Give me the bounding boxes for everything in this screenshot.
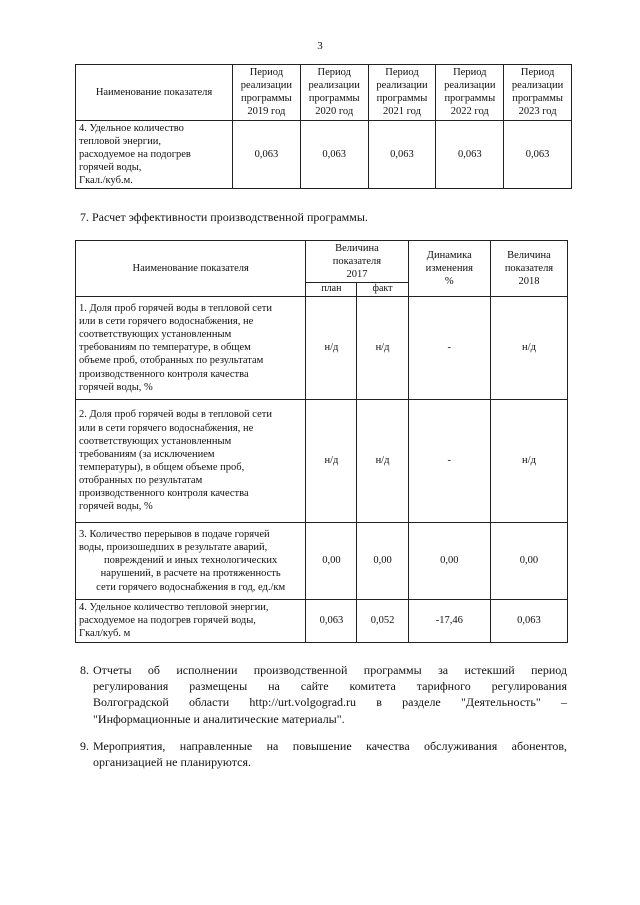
- value-cell-2021: 0,063: [368, 120, 436, 189]
- row-name-cell: 3. Количество перерывов в подаче горячей воды, произошедших в результате аварий, повреждений и иных технологических нарушений, в расчете на протяженность сети горячего водоснабжения в год, ед./км: [76, 522, 306, 599]
- fact-cell: н/д: [357, 399, 408, 522]
- row-name-cell: 1. Доля проб горячей воды в тепловой сети или в сети горячего водоснабжения, не соответствующих установленным требованиям по температуре, в общем объеме проб, отобранных по результатам производственного контроля качества горячей воды, %: [76, 296, 306, 399]
- fact-cell: 0,00: [357, 522, 408, 599]
- plan-cell: н/д: [306, 399, 357, 522]
- table-row: [76, 296, 568, 399]
- efficiency-table: [75, 240, 568, 643]
- value-cell-2022: 0,063: [436, 120, 504, 189]
- column-header-plan: план: [306, 283, 357, 297]
- row-name-cell: 4. Удельное количество тепловой энергии, расходуемое на подогрев горячей воды, Гкал/куб. м: [76, 599, 306, 642]
- column-header-fact: факт: [357, 283, 408, 297]
- column-header-2023: Период реализации программы 2023 год: [504, 65, 572, 121]
- value-cell-2019: 0,063: [233, 120, 301, 189]
- plan-cell: 0,00: [306, 522, 357, 599]
- table-row: [76, 120, 572, 189]
- value-2018-cell: н/д: [490, 399, 567, 522]
- dynamics-cell: -: [408, 296, 490, 399]
- plan-cell: н/д: [306, 296, 357, 399]
- row-name-cell: 2. Доля проб горячей воды в тепловой сети или в сети горячего водоснабжения, не соответствующих установленным требованиям (за исключением температуры), в общем объеме проб, отобранных по результатам производственного контроля качества горячей воды, %: [76, 399, 306, 522]
- section-7-heading: 7. Расчет эффективности производственной программы.: [80, 210, 368, 224]
- column-header-value-2017: Величина показателя 2017: [306, 241, 408, 283]
- value-2018-cell: н/д: [490, 296, 567, 399]
- table-header-row: [76, 65, 572, 121]
- plan-cell: 0,063: [306, 599, 357, 642]
- section-9-paragraph: 9. Мероприятия, направленные на повышение качества обслуживания абонентов, организацией не планируются.: [80, 739, 567, 770]
- dynamics-cell: -17,46: [408, 599, 490, 642]
- dynamics-cell: -: [408, 399, 490, 522]
- fact-cell: 0,052: [357, 599, 408, 642]
- page-number: 3: [317, 40, 323, 52]
- table-row: [76, 399, 568, 522]
- fact-cell: н/д: [357, 296, 408, 399]
- section-9-number: 9.: [80, 739, 89, 753]
- section-8-number: 8.: [80, 663, 89, 677]
- table-header-row: [76, 241, 568, 283]
- value-cell-2023: 0,063: [504, 120, 572, 189]
- column-header-name: Наименование показателя: [76, 65, 233, 121]
- column-header-dynamics: Динамика изменения %: [408, 241, 490, 297]
- value-2018-cell: 0,063: [490, 599, 567, 642]
- row-name-cell: 4. Удельное количество тепловой энергии, расходуемое на подогрев горячей воды, Гкал./куб.м.: [76, 120, 233, 189]
- section-8-paragraph: 8. Отчеты об исполнении производственной программы за истекший период регулирования размещены на сайте комитета тарифного регулирования Волгоградской области http://urt.volgograd.ru в разделе "Деятельность" – "Информационные и аналитические материалы".: [80, 663, 567, 726]
- program-period-table: [75, 64, 572, 189]
- column-header-2021: Период реализации программы 2021 год: [368, 65, 436, 121]
- column-header-2020: Период реализации программы 2020 год: [300, 65, 368, 121]
- value-2018-cell: 0,00: [490, 522, 567, 599]
- table-row: [76, 522, 568, 599]
- table-row: [76, 599, 568, 642]
- column-header-value-2018: Величина показателя 2018: [490, 241, 567, 297]
- column-header-name: Наименование показателя: [76, 241, 306, 297]
- dynamics-cell: 0,00: [408, 522, 490, 599]
- value-cell-2020: 0,063: [300, 120, 368, 189]
- column-header-2022: Период реализации программы 2022 год: [436, 65, 504, 121]
- column-header-2019: Период реализации программы 2019 год: [233, 65, 301, 121]
